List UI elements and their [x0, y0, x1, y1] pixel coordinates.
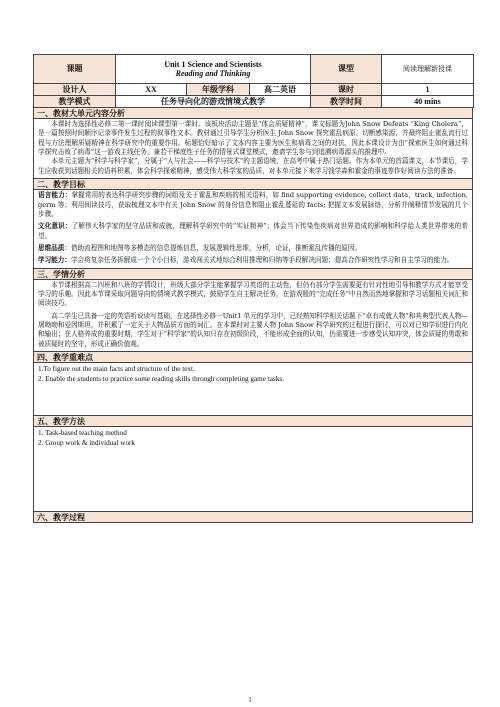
- objective-language-text: 掌握常用的表达科学研究步骤的词组及关于霍乱和疾病的相关语料，如 find supporting evidence, collect data，track, infection, germ 等；利用阅读技巧，获取梳理文本中有关 John Snow 的身份信息和阻止霍乱蔓延的 facts; 把握文本发展脉络，分析并阐释情节发展的几个步骤。: [38, 191, 468, 218]
- designer-value: XX: [116, 84, 187, 96]
- learner-analysis-title: 三、学情分析: [34, 269, 472, 280]
- key-point-item: 1.To figure out the main facts and structure of the text.: [38, 365, 195, 374]
- objective-culture: [38, 222, 468, 241]
- course-title-line1: Unit 1 Science and Scientists: [164, 59, 262, 69]
- methods-title: 五、教学方法: [34, 416, 472, 427]
- course-title-line2: Reading and Thinking: [175, 69, 251, 78]
- objective-language-label: 语言能力：: [38, 191, 72, 200]
- objective-thinking: [38, 244, 468, 253]
- objective-culture-label: 文化意识：: [38, 222, 72, 231]
- lesson-plan-page: [33, 54, 473, 523]
- mode-label: 教学模式: [34, 96, 116, 108]
- objective-culture-text: 了解伟大科学家的坚守品质和成就，理解科学研究中的“实证精神”；体会当下传染性疾病对世界造成的影响和科学给人类世界带来的希望。: [38, 222, 468, 240]
- periods-value: 1: [382, 84, 474, 96]
- objective-thinking-text: 借助流程图和地图等多模态的信息提炼信息，发展逻辑性思维，分析，论证，推断霍乱传播的原因。: [70, 243, 362, 252]
- learner-analysis-paragraph-2: 高二学生已具备一定的英语听说读写基础，在选择性必修一Unit1 单元的学习中，已经熟知科学相关话题下“卓有成就人物”和其典型代表人物—屠呦呦和爱因斯坦，并积累了一定关于人物品质方面的词汇。在本课时对主要人物 John Snow 科学研究的过程进行探讨，可以对已知学识进行内化和输出；在人格养成的重要时期，学生对于“科学家”的认知只存在初级阶段，不能形成全面的认知，仍需要进一步感受认知冲突，体会质疑的勇敢和被质疑时的坚守，形成正确价值观。: [38, 311, 468, 348]
- mode-value: 任务导向化的游戏情境式教学: [116, 96, 311, 108]
- page-number: 1: [248, 696, 252, 704]
- objective-learning-label: 学习能力：: [38, 256, 71, 265]
- time-label: 教学时间: [311, 96, 382, 108]
- course-label: 课题: [34, 55, 116, 84]
- method-item: 2. Group work & individual work: [38, 438, 136, 447]
- learner-analysis-paragraph-1: 本节课根据高二四班和八班的学情设计，班级大部分学生能掌握学习英语的主动性，但仍有部分学生需要更有针对性地引导和教学方式才能享受学习的乐趣。因此本节课采取问题导向的情境式教学模式，鼓励学生自主解决任务，在游戏般的“完成任务”中自然而然地掌握和学习话题相关词汇和阅读技巧。: [38, 280, 468, 308]
- objective-learning: [38, 256, 468, 265]
- grade-subject-label: 年级学科: [187, 84, 250, 96]
- grade-subject-value: 高二英语: [250, 84, 311, 96]
- content-analysis-paragraph-2: 本单元主题为“科学与科学家”，分属于“人与社会——科学与技术”的主题语境，在高考中属于热门话题。作为本单元的首篇课文，本节课后，学生应收获到话题相关的语料积累，体会科学探索精神，感受伟大科学家的品质，对本单元接下来学习钱学森和霍金的事迹等作好阅读方法的准备。: [38, 157, 468, 175]
- content-analysis-section: [33, 108, 473, 179]
- course-title: [116, 55, 311, 84]
- objectives-section: [33, 179, 473, 269]
- periods-label: 课时: [311, 84, 382, 96]
- key-points-title: 四、教学重难点: [34, 352, 472, 363]
- content-analysis-paragraph-1: 本课时为选择性必修二第一课时阅读课型第一课时。该板块活动主题是“体会质疑精神”，课文标题为John Snow Defeats “King Cholera”，是一篇按照时间顺序记录事件发生过程的叙事性文本。教材通过引导学生分析医生 John Snow 探究霍乱病原、切断感染源，并最终阻止霍乱流行过程与方法理解质疑精神在科学研究中的重要作用。标题恰好暗示了文本内容主要为医生和病毒之间的对抗，因此本课设计为由“探索医生如何通过科学探究击败了病毒”这一游戏主线任务，兼若干梯度性子任务的情景式课堂模式，邀请学生参与到追溯病毒源头的推理中。: [38, 120, 468, 157]
- objectives-title: 二、教学目标: [34, 179, 472, 190]
- objective-thinking-label: 思维品质：: [38, 243, 71, 252]
- lesson-type-value: 阅读理解新授课: [382, 55, 474, 84]
- method-item: 1. Task-based teaching method: [38, 429, 127, 438]
- process-section: [33, 512, 473, 523]
- methods-section: [33, 416, 473, 512]
- objective-language: [38, 191, 468, 219]
- content-analysis-title: 一、教材大单元内容分析: [34, 108, 472, 119]
- key-points-section: [33, 352, 473, 416]
- lesson-type-label: 课型: [311, 55, 382, 84]
- objective-learning-text: 学会将复杂任务拆解成一个个小目标，游戏闯关式地综合利用推理和归纳等手段解决问题；提高合作研究性学习和自主学习的能力。: [70, 256, 454, 265]
- key-point-item: 2. Enable the students to practice some reading skills through completing game tasks.: [38, 374, 284, 383]
- process-title: 六、教学过程: [34, 512, 472, 522]
- header-table: [33, 54, 474, 108]
- learner-analysis-section: [33, 269, 473, 353]
- time-value: 40 mins: [382, 96, 474, 108]
- designer-label: 设计人: [34, 84, 116, 96]
